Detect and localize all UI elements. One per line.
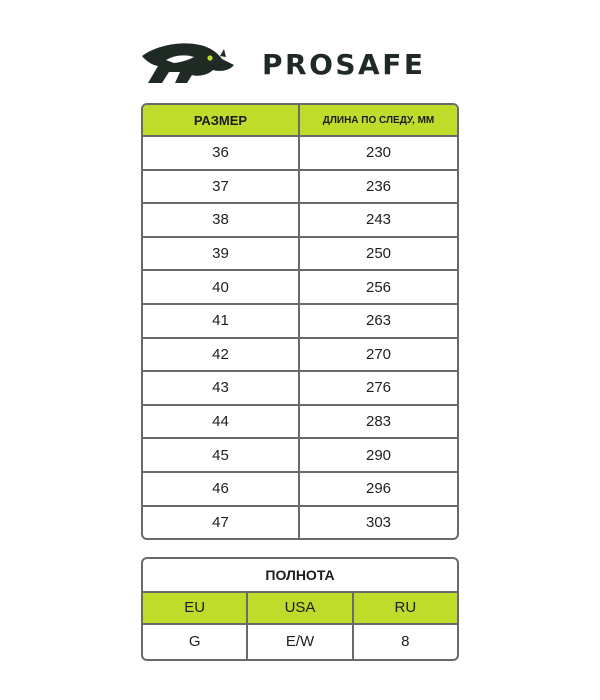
table-row [143,339,457,373]
size-cell: 46 [143,473,300,507]
length-column-header [300,105,457,137]
length-cell: 283 [300,406,457,440]
fullness-value-row [143,625,457,659]
fullness-value-ru: 8 [401,633,410,650]
size-cell: 41 [143,305,300,339]
size-cell: 36 [143,137,300,171]
table-row [143,305,457,339]
length-cell: 270 [300,339,457,373]
size-chart-table [141,103,459,540]
fullness-table [141,557,459,661]
table-row [143,439,457,473]
size-cell: 44 [143,406,300,440]
fullness-title: ПОЛНОТА [143,559,457,593]
length-cell: 243 [300,204,457,238]
table-row [143,171,457,205]
table-row [143,271,457,305]
size-cell: 42 [143,339,300,373]
fullness-header-eu: EU [143,593,248,625]
size-cell: 40 [143,271,300,305]
size-cell: 37 [143,171,300,205]
table-row [143,473,457,507]
length-cell: 290 [300,439,457,473]
size-chart-header-row [143,105,457,137]
length-cell: 250 [300,238,457,272]
fullness-value-usa: E/W [248,625,353,659]
size-cell: 47 [143,507,300,539]
table-row [143,204,457,238]
length-cell: 296 [300,473,457,507]
fullness-header-ru: RU [354,593,457,625]
fullness-header-usa: USA [248,593,353,625]
size-cell: 39 [143,238,300,272]
table-row [143,406,457,440]
table-row [143,137,457,171]
brand-logo [140,38,460,88]
rhino-logo-icon [140,38,236,86]
size-column-header: РАЗМЕР [143,105,300,137]
table-row [143,372,457,406]
fullness-header-row [143,593,457,625]
length-cell: 263 [300,305,457,339]
size-cell: 43 [143,372,300,406]
length-cell: 303 [365,513,392,531]
length-column-header-label: ДЛИНА ПО СЛЕДУ, ММ [322,114,435,126]
table-row [143,507,457,539]
size-cell: 38 [143,204,300,238]
length-cell: 276 [300,372,457,406]
size-cell: 45 [143,439,300,473]
table-row [143,238,457,272]
length-cell: 236 [300,171,457,205]
fullness-value-eu: G [143,625,248,659]
brand-name: PROSAFE [262,48,426,81]
length-cell: 256 [300,271,457,305]
length-cell: 230 [300,137,457,171]
